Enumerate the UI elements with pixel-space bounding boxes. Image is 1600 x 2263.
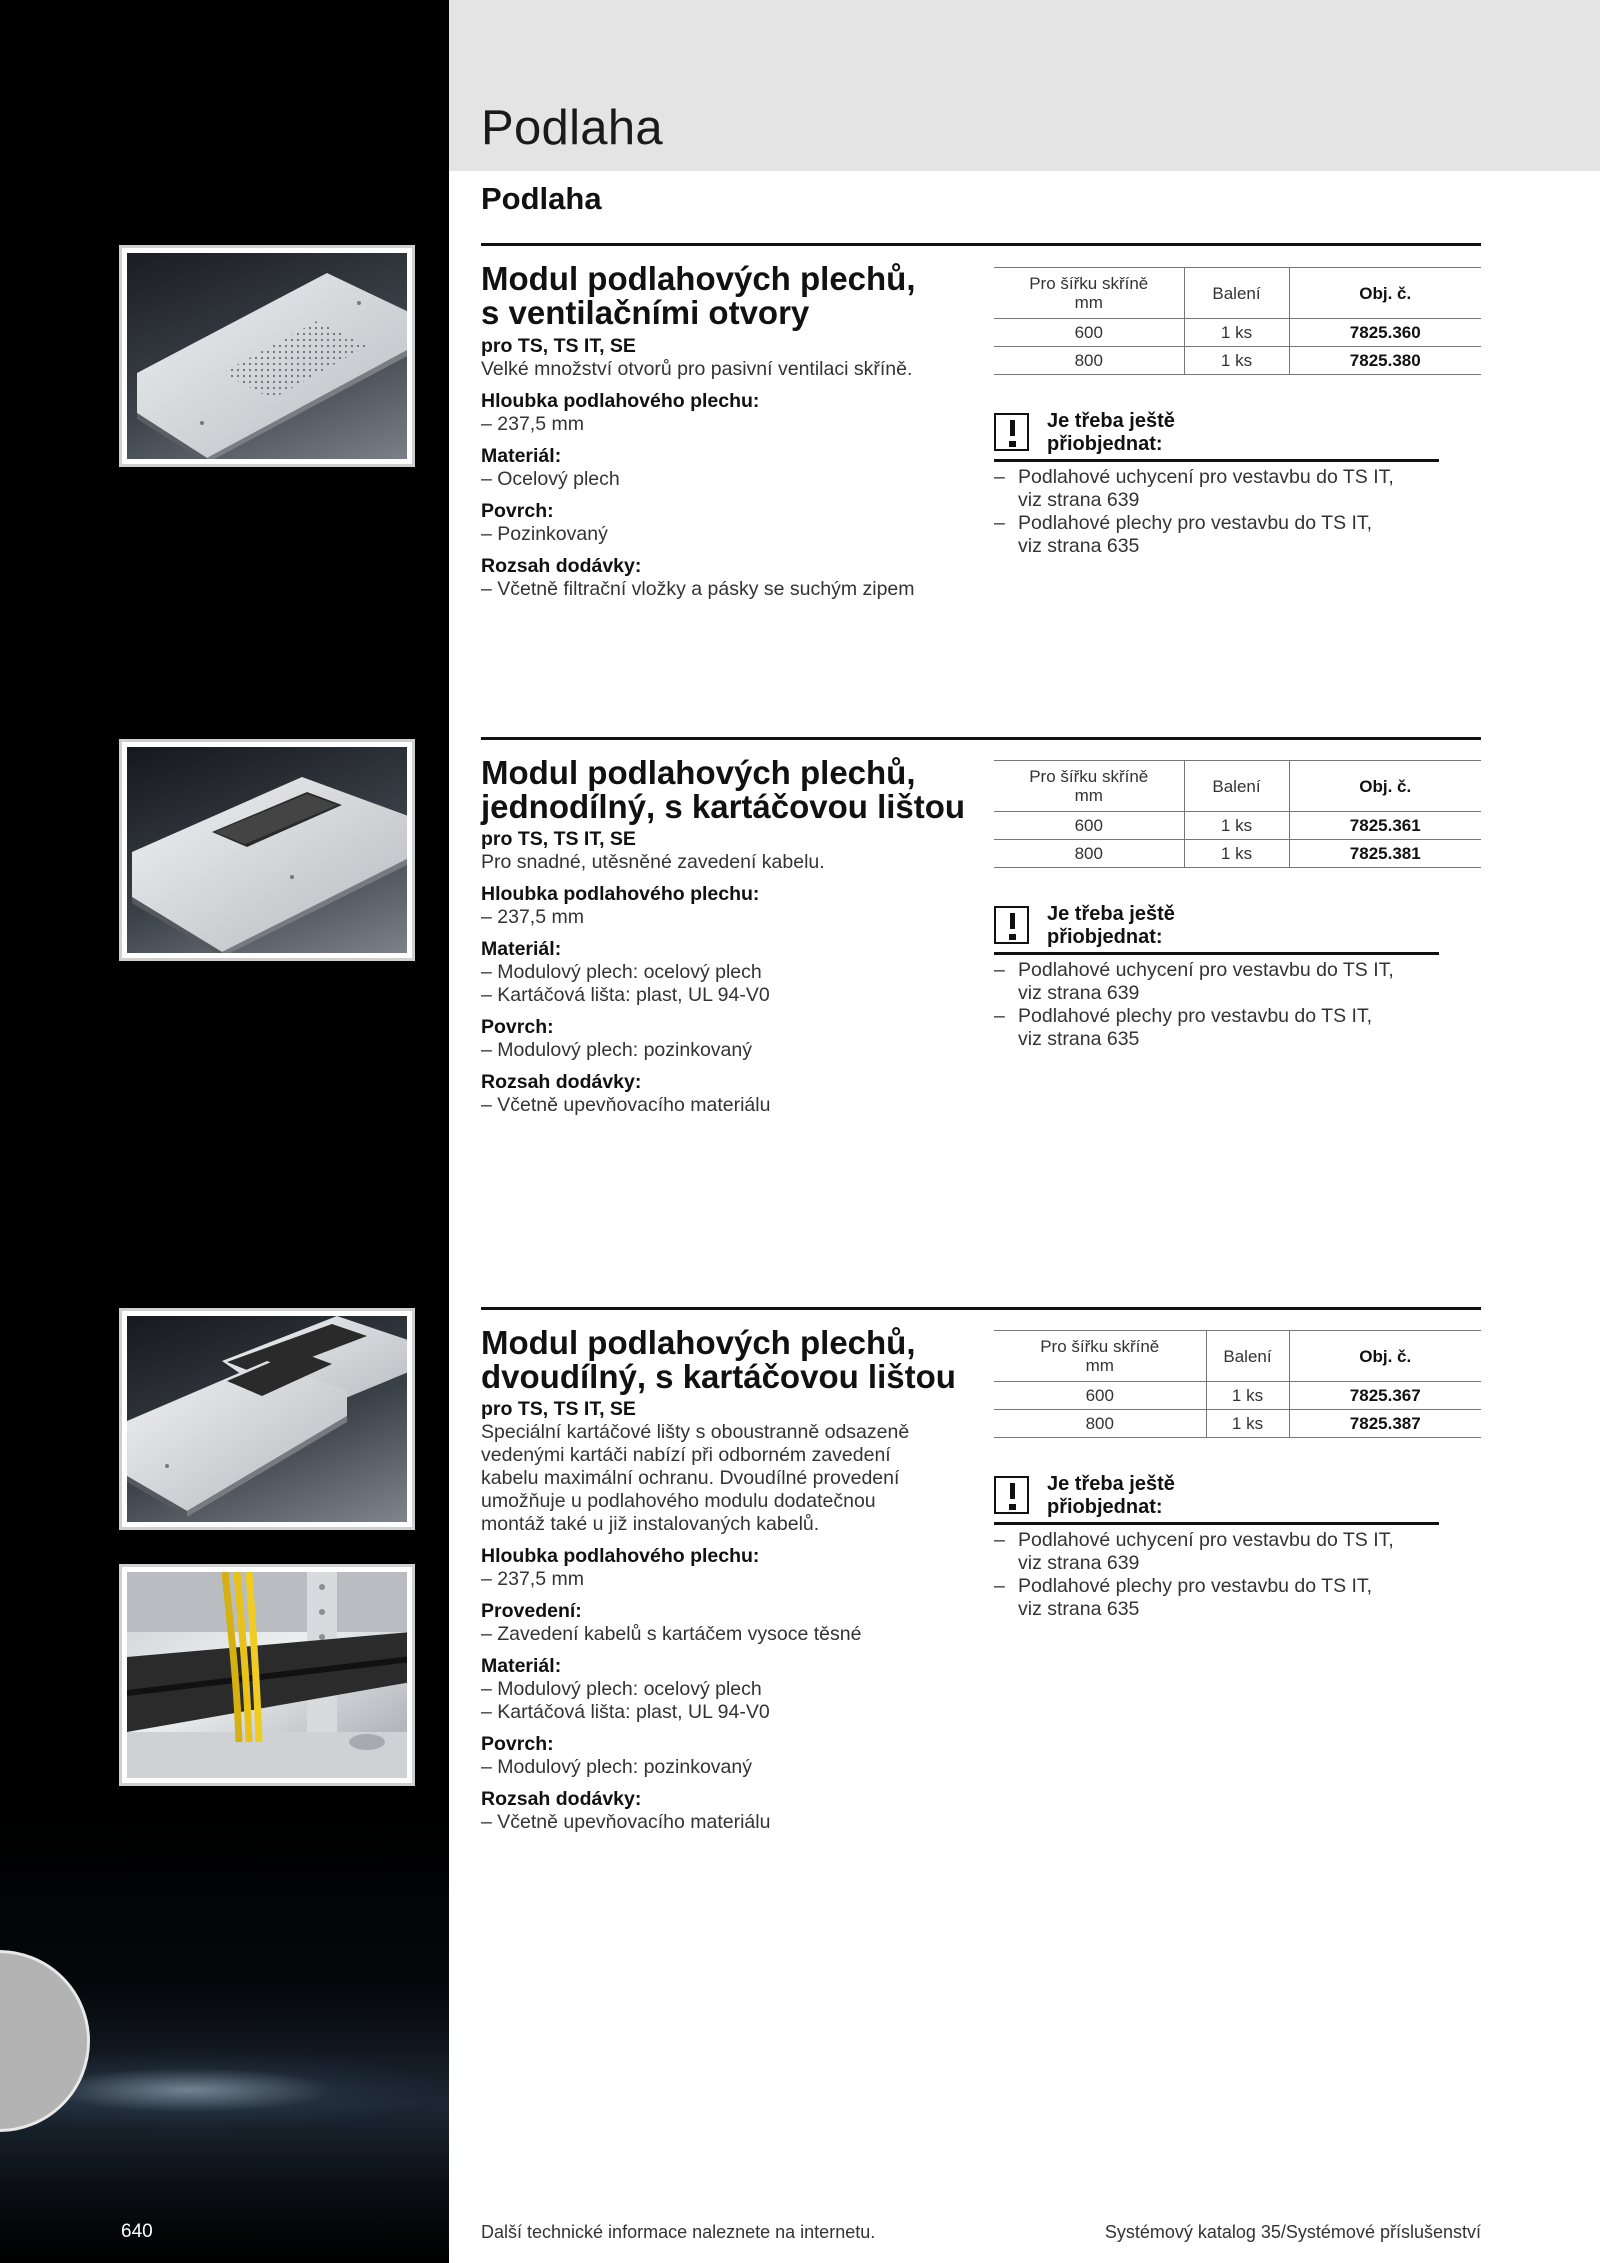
cable-entry-detail-image	[127, 1572, 407, 1778]
product-2-subtitle: pro TS, TS IT, SE	[481, 828, 636, 850]
cell-width: 800	[994, 347, 1184, 375]
product-3-material-value-1: – Modulový plech: ocelový plech	[481, 1678, 762, 1700]
two-part-plate-image	[127, 1316, 407, 1522]
product-2-scope-heading: Rozsah dodávky:	[481, 1071, 642, 1093]
product-1-rule	[481, 243, 1481, 246]
product-3-note-title	[1047, 1473, 1175, 1519]
col-pack-header: Balení	[1184, 761, 1289, 812]
product-3-photo	[119, 1308, 415, 1530]
cell-order-no: 7825.360	[1289, 319, 1481, 347]
list-item	[994, 512, 1454, 558]
product-3-scope-value: – Včetně upevňovacího materiálu	[481, 1811, 771, 1833]
col-width-unit: mm	[1074, 786, 1103, 805]
product-3-design-heading: Provedení:	[481, 1600, 582, 1622]
cell-pack: 1 ks	[1184, 840, 1289, 868]
cell-width: 600	[994, 1382, 1206, 1410]
cell-pack: 1 ks	[1184, 347, 1289, 375]
product-3-surface-value: – Modulový plech: pozinkovaný	[481, 1756, 752, 1778]
table-header-row	[994, 761, 1481, 812]
product-3-title	[481, 1326, 956, 1394]
product-3-note-list	[994, 1529, 1454, 1621]
table-row	[994, 812, 1481, 840]
product-1-order-table	[994, 267, 1481, 375]
product-1-depth-heading: Hloubka podlahového plechu:	[481, 390, 760, 412]
note-item-text: – Podlahové uchycení pro vestavbu do TS IT,	[1018, 466, 1394, 488]
note-item-ref: viz strana 639	[1018, 1552, 1140, 1574]
product-2-note-rule	[994, 952, 1439, 955]
product-2-surface-heading: Povrch:	[481, 1016, 554, 1038]
table-row	[994, 840, 1481, 868]
product-3-title-line-1: Modul podlahových plechů,	[481, 1324, 916, 1361]
product-2-rule	[481, 737, 1481, 740]
exclamation-icon	[994, 413, 1029, 451]
product-1-surface-heading: Povrch:	[481, 500, 554, 522]
cell-order-no: 7825.361	[1289, 812, 1481, 840]
product-1-note-list	[994, 466, 1454, 558]
note-item-text: – Podlahové uchycení pro vestavbu do TS IT,	[1018, 1529, 1394, 1551]
note-item-ref: viz strana 635	[1018, 1598, 1140, 1620]
ventilated-plate-image	[127, 253, 407, 459]
product-2-scope-value: – Včetně upevňovacího materiálu	[481, 1094, 771, 1116]
col-width-header	[994, 268, 1184, 319]
product-1-material-value: – Ocelový plech	[481, 468, 620, 490]
cell-order-no: 7825.367	[1289, 1382, 1481, 1410]
cell-width: 800	[994, 840, 1184, 868]
col-width-header	[994, 1331, 1206, 1382]
col-width-label: Pro šířku skříně	[1040, 1337, 1160, 1356]
product-1-title-line-2: s ventilačními otvory	[481, 294, 810, 331]
note-title-line-2: přiobjednat:	[1047, 433, 1163, 455]
product-1-title-line-1: Modul podlahových plechů,	[481, 260, 916, 297]
note-title-line-1: Je třeba ještě	[1047, 903, 1175, 925]
product-2-title-line-1: Modul podlahových plechů,	[481, 754, 916, 791]
product-3-description-4: umožňuje u podlahového modulu dodatečnou	[481, 1490, 876, 1512]
note-title-line-1: Je třeba ještě	[1047, 1473, 1175, 1495]
product-3-note-rule	[994, 1522, 1439, 1525]
cell-pack: 1 ks	[1206, 1382, 1289, 1410]
note-item-text: – Podlahové uchycení pro vestavbu do TS IT,	[1018, 959, 1394, 981]
product-2-material-value-1: – Modulový plech: ocelový plech	[481, 961, 762, 983]
product-1-note-rule	[994, 459, 1439, 462]
list-item	[994, 1529, 1454, 1575]
product-2-body	[481, 828, 961, 1117]
cell-pack: 1 ks	[1184, 812, 1289, 840]
product-2-depth-value: – 237,5 mm	[481, 906, 584, 928]
product-3-description-5: montáž také u již instalovaných kabelů.	[481, 1513, 820, 1535]
cell-order-no: 7825.381	[1289, 840, 1481, 868]
col-width-label: Pro šířku skříně	[1029, 274, 1149, 293]
footer-right-text: Systémový katalog 35/Systémové příslušenství	[1104, 2222, 1481, 2242]
note-item-ref: viz strana 639	[1018, 982, 1140, 1004]
product-2-surface-value: – Modulový plech: pozinkovaný	[481, 1039, 752, 1061]
cell-pack: 1 ks	[1206, 1410, 1289, 1438]
section-title: Podlaha	[481, 181, 602, 216]
col-pack-header: Balení	[1184, 268, 1289, 319]
product-3-order-table	[994, 1330, 1481, 1438]
product-2-order-table	[994, 760, 1481, 868]
product-1-scope-value: – Včetně filtrační vložky a pásky se suchým zipem	[481, 578, 915, 600]
product-1-material-heading: Materiál:	[481, 445, 562, 467]
cell-order-no: 7825.380	[1289, 347, 1481, 375]
col-pack-header: Balení	[1206, 1331, 1289, 1382]
note-item-ref: viz strana 635	[1018, 535, 1140, 557]
note-title-line-1: Je třeba ještě	[1047, 410, 1175, 432]
product-2-title-line-2: jednodílný, s kartáčovou lištou	[481, 788, 966, 825]
cell-pack: 1 ks	[1184, 319, 1289, 347]
product-2-material-value-2: – Kartáčová lišta: plast, UL 94-V0	[481, 984, 770, 1006]
footer-left-text: Další technické informace naleznete na internetu.	[481, 2222, 876, 2242]
table-row	[994, 319, 1481, 347]
cell-order-no: 7825.387	[1289, 1410, 1481, 1438]
col-width-header	[994, 761, 1184, 812]
product-1-body	[481, 335, 961, 601]
note-item-text: – Podlahové plechy pro vestavbu do TS IT,	[1018, 1575, 1373, 1597]
exclamation-icon	[994, 906, 1029, 944]
col-order-header: Obj. č.	[1289, 1331, 1481, 1382]
list-item	[994, 1005, 1454, 1051]
product-1-photo	[119, 245, 415, 467]
product-3-design-value: – Zavedení kabelů s kartáčem vysoce těsné	[481, 1623, 862, 1645]
product-3-material-value-2: – Kartáčová lišta: plast, UL 94-V0	[481, 1701, 770, 1723]
product-1-depth-value: – 237,5 mm	[481, 413, 584, 435]
product-3-body	[481, 1398, 961, 1834]
col-width-unit: mm	[1085, 1356, 1114, 1375]
col-width-label: Pro šířku skříně	[1029, 767, 1149, 786]
product-2-note-title	[1047, 903, 1175, 949]
col-width-unit: mm	[1074, 293, 1103, 312]
cell-width: 600	[994, 812, 1184, 840]
product-2-material-heading: Materiál:	[481, 938, 562, 960]
col-order-header: Obj. č.	[1289, 761, 1481, 812]
product-3-surface-heading: Povrch:	[481, 1733, 554, 1755]
brush-strip-plate-image	[127, 747, 407, 953]
table-row	[994, 347, 1481, 375]
list-item	[994, 959, 1454, 1005]
note-title-line-2: přiobjednat:	[1047, 926, 1163, 948]
table-header-row	[994, 1331, 1481, 1382]
product-2-photo	[119, 739, 415, 961]
product-2-note-list	[994, 959, 1454, 1051]
product-1-description: Velké množství otvorů pro pasivní ventilaci skříně.	[481, 358, 913, 380]
product-3-material-heading: Materiál:	[481, 1655, 562, 1677]
product-3-detail-photo	[119, 1564, 415, 1786]
note-item-text: – Podlahové plechy pro vestavbu do TS IT,	[1018, 1005, 1373, 1027]
cell-width: 600	[994, 319, 1184, 347]
exclamation-icon	[994, 1476, 1029, 1514]
product-3-rule	[481, 1307, 1481, 1310]
product-2-title	[481, 756, 965, 824]
product-3-scope-heading: Rozsah dodávky:	[481, 1788, 642, 1810]
note-title-line-2: přiobjednat:	[1047, 1496, 1163, 1518]
product-1-note-title	[1047, 410, 1175, 456]
table-header-row	[994, 268, 1481, 319]
product-3-subtitle: pro TS, TS IT, SE	[481, 1398, 636, 1420]
product-3-description-3: kabelu maximální ochranu. Dvoudílné provedení	[481, 1467, 900, 1489]
note-item-text: – Podlahové plechy pro vestavbu do TS IT,	[1018, 512, 1373, 534]
product-3-depth-heading: Hloubka podlahového plechu:	[481, 1545, 760, 1567]
product-3-title-line-2: dvoudílný, s kartáčovou lištou	[481, 1358, 956, 1395]
table-row	[994, 1382, 1481, 1410]
product-1-scope-heading: Rozsah dodávky:	[481, 555, 642, 577]
cell-width: 800	[994, 1410, 1206, 1438]
product-1-title	[481, 262, 916, 330]
page-title: Podlaha	[481, 101, 663, 155]
product-2-depth-heading: Hloubka podlahového plechu:	[481, 883, 760, 905]
col-order-header: Obj. č.	[1289, 268, 1481, 319]
product-1-surface-value: – Pozinkovaný	[481, 523, 608, 545]
list-item	[994, 1575, 1454, 1621]
product-1-subtitle: pro TS, TS IT, SE	[481, 335, 636, 357]
note-item-ref: viz strana 635	[1018, 1028, 1140, 1050]
product-2-description: Pro snadné, utěsněné zavedení kabelu.	[481, 851, 825, 873]
note-item-ref: viz strana 639	[1018, 489, 1140, 511]
product-3-depth-value: – 237,5 mm	[481, 1568, 584, 1590]
list-item	[994, 466, 1454, 512]
table-row	[994, 1410, 1481, 1438]
product-3-description-2: vedenými kartáči nabízí při odborném zavedení	[481, 1444, 891, 1466]
product-3-description-1: Speciální kartáčové lišty s oboustranně odsazeně	[481, 1421, 910, 1443]
page-number: 640	[121, 2221, 153, 2242]
